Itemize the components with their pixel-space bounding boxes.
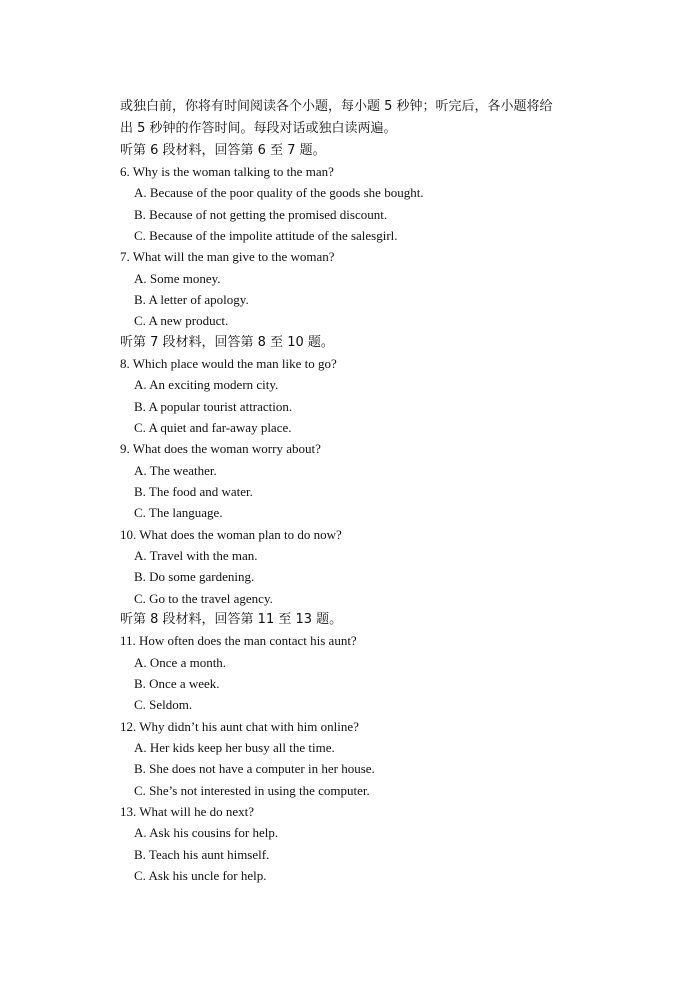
question-stem: 12. Why didn’t his aunt chat with him online? [120,719,359,734]
option-b: B. A letter of apology. [134,292,249,307]
question-stem: 6. Why is the woman talking to the man? [120,164,334,179]
option-b: B. Once a week. [134,676,220,691]
question-stem: 7. What will the man give to the woman? [120,249,335,264]
question-stem: 13. What will he do next? [120,804,255,819]
option-c: C. Ask his uncle for help. [134,868,267,883]
option-c: C. A new product. [134,313,229,328]
section-heading: 听第 7 段材料，回答第 8 至 10 题。 [120,335,334,350]
option-c: C. Go to the travel agency. [134,591,273,606]
option-b: B. She does not have a computer in her house. [134,761,375,776]
option-a: A. Because of the poor quality of the goods she bought. [134,185,424,200]
question-stem: 8. Which place would the man like to go? [120,356,337,371]
option-a: A. Her kids keep her busy all the time. [134,740,335,755]
option-a: A. The weather. [134,463,217,478]
question-stem: 11. How often does the man contact his aunt? [120,633,357,648]
option-b: B. Because of not getting the promised discount. [134,207,388,222]
option-a: A. An exciting modern city. [134,377,279,392]
section-heading: 听第 6 段材料，回答第 6 至 7 题。 [120,143,326,158]
option-c: C. Seldom. [134,697,193,712]
option-c: C. She’s not interested in using the computer. [134,783,370,798]
option-b: B. A popular tourist attraction. [134,399,293,414]
question-stem: 9. What does the woman worry about? [120,441,321,456]
option-a: A. Travel with the man. [134,548,258,563]
intro-line-2: 出 5 秒钟的作答时间。每段对话或独白读两遍。 [120,121,397,136]
question-stem: 10. What does the woman plan to do now? [120,527,342,542]
option-a: A. Once a month. [134,655,227,670]
option-b: B. Do some gardening. [134,569,255,584]
option-c: C. A quiet and far-away place. [134,420,292,435]
option-a: A. Ask his cousins for help. [134,825,279,840]
option-b: B. The food and water. [134,484,253,499]
section-heading: 听第 8 段材料，回答第 11 至 13 题。 [120,612,343,627]
option-b: B. Teach his aunt himself. [134,847,270,862]
option-c: C. Because of the impolite attitude of the salesgirl. [134,228,398,243]
intro-line-1: 或独白前，你将有时间阅读各个小题，每小题 5 秒钟；听完后，各小题将给 [120,99,553,114]
option-c: C. The language. [134,505,223,520]
option-a: A. Some money. [134,271,221,286]
